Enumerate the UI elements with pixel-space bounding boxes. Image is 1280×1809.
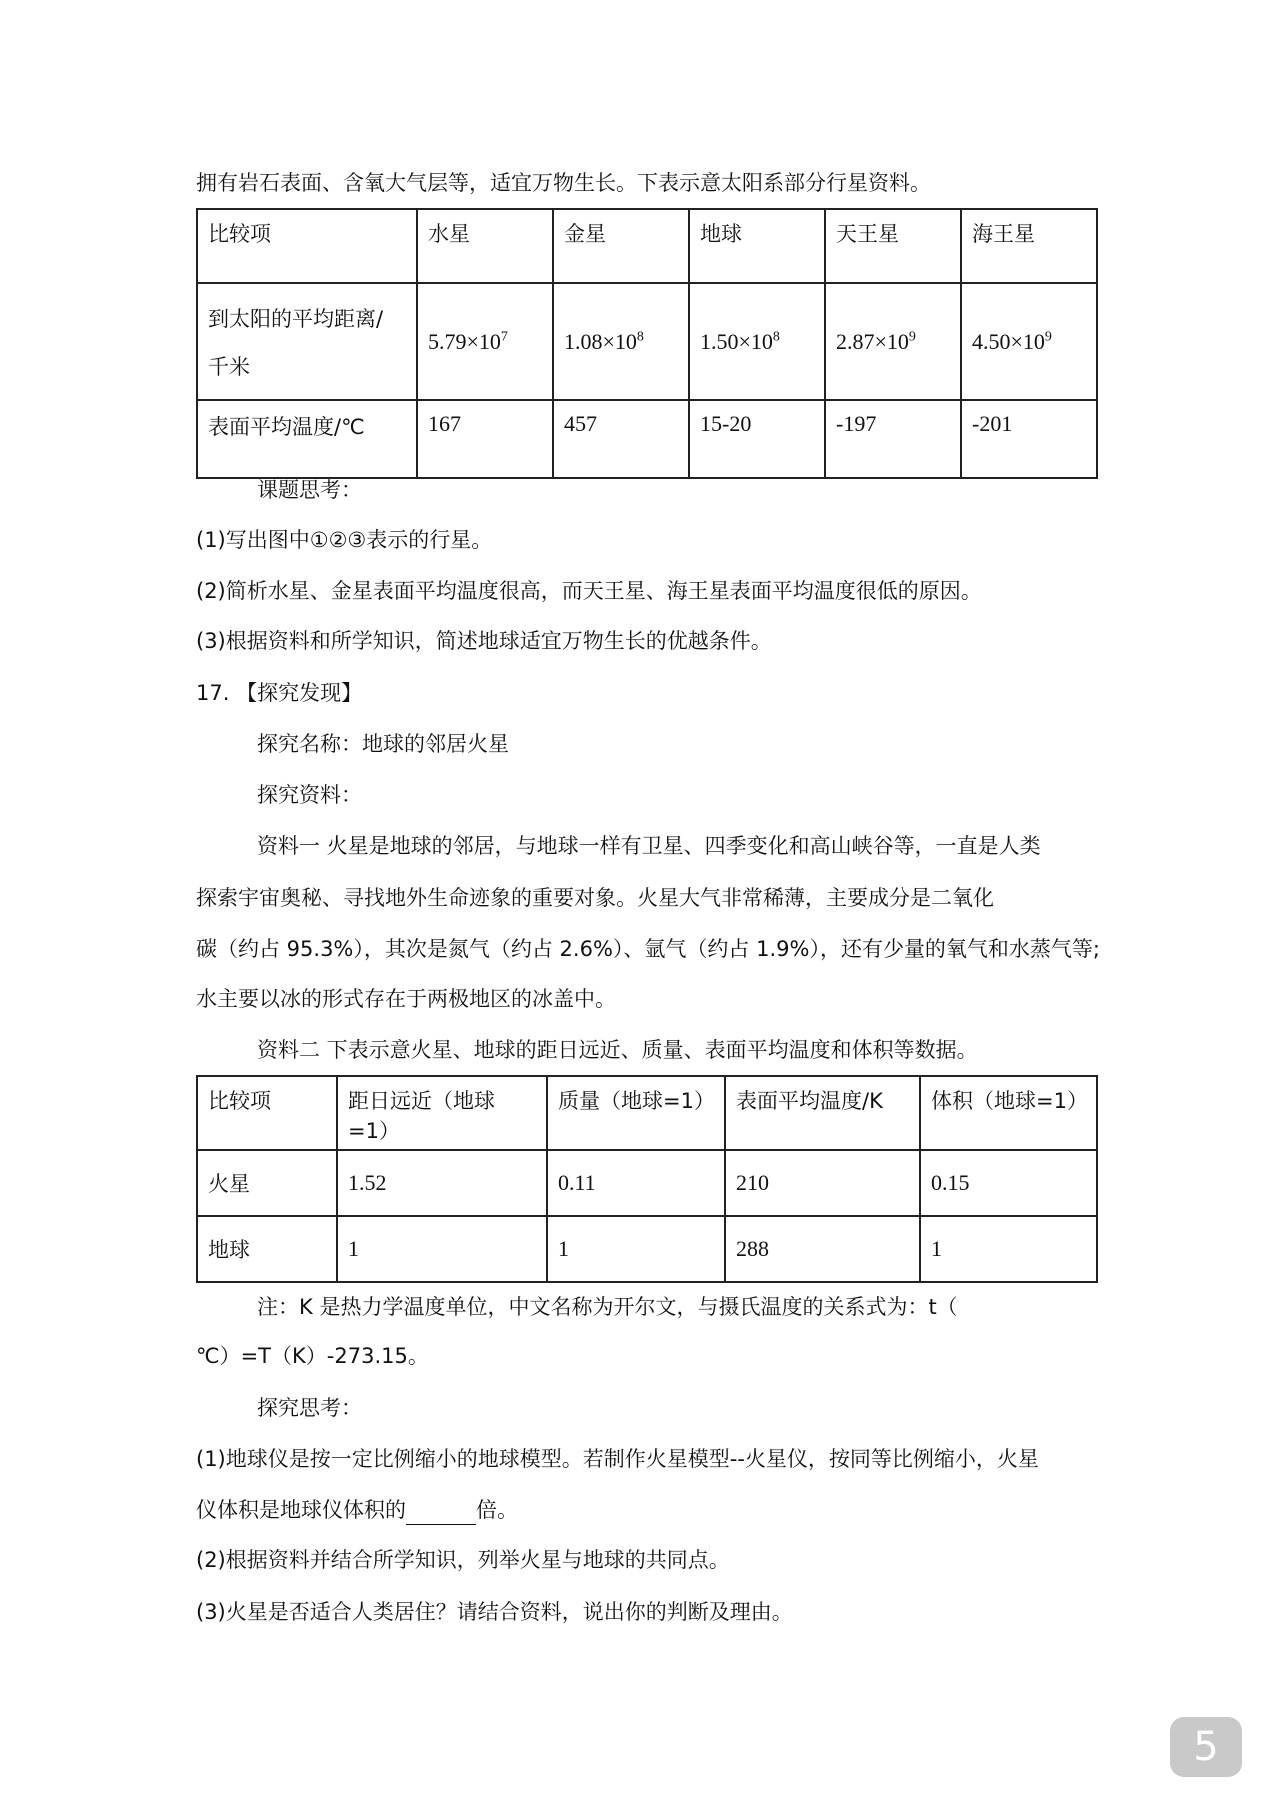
note-line: ℃）=T（K）-273.15。 <box>196 1344 429 1368</box>
table-cell: 1 <box>337 1216 547 1282</box>
table-cell: 457 <box>553 400 689 478</box>
table-cell: 167 <box>417 400 553 478</box>
note-line: 注：K 是热力学温度单位，中文名称为开尔文，与摄氏温度的关系式为：t（ <box>257 1295 958 1319</box>
table-cell <box>825 283 961 400</box>
table-cell <box>961 283 1097 400</box>
question: (1)地球仪是按一定比例缩小的地球模型。若制作火星模型--火星仪，按同等比例缩小，火星 <box>196 1447 1039 1471</box>
table-row <box>197 1150 1097 1216</box>
paragraph-line: 水主要以冰的形式存在于两极地区的冰盖中。 <box>196 987 616 1011</box>
table-cell: -201 <box>961 400 1097 478</box>
table-header-cell: 水星 <box>417 209 553 283</box>
question-heading: 17. 【探究发现】 <box>196 681 363 705</box>
table-cell <box>553 283 689 400</box>
question: (3)根据资料和所学知识，简述地球适宜万物生长的优越条件。 <box>196 629 772 653</box>
section-title: 课题思考： <box>257 478 362 502</box>
answer-blank[interactable] <box>406 1502 476 1525</box>
table-cell: 0.11 <box>547 1150 725 1216</box>
mantissa: 1.50×10 <box>700 328 773 354</box>
question-text: 倍。 <box>476 1498 518 1522</box>
table-row <box>197 400 1097 478</box>
paragraph-line: 资料一 火星是地球的邻居，与地球一样有卫星、四季变化和高山峡谷等，一直是人类 <box>257 834 1041 858</box>
question-text: 仪体积是地球仪体积的 <box>196 1498 406 1522</box>
table-cell: 210 <box>725 1150 920 1216</box>
exponent: 9 <box>1044 329 1052 345</box>
table-cell: 1 <box>920 1216 1097 1282</box>
table-cell: 0.15 <box>920 1150 1097 1216</box>
question: (2)根据资料并结合所学知识，列举火星与地球的共同点。 <box>196 1548 730 1572</box>
planet-table <box>196 208 1098 479</box>
paragraph-line: 碳（约占 95.3%），其次是氮气（约占 2.6%）、氩气（约占 1.9%），还有少量的氧气和水蒸气等; <box>196 937 1101 961</box>
table-header-cell: 距日远近（地球=1） <box>337 1076 547 1150</box>
table-header-cell: 地球 <box>689 209 825 283</box>
table-header-cell: 海王星 <box>961 209 1097 283</box>
table-cell: -197 <box>825 400 961 478</box>
row-label: 火星 <box>197 1150 337 1216</box>
row-label <box>197 283 417 400</box>
question: (3)火星是否适合人类居住？请结合资料，说出你的判断及理由。 <box>196 1600 793 1624</box>
row-label-line: 到太阳的平均距离/ <box>208 306 384 331</box>
table-header-cell: 体积（地球=1） <box>920 1076 1097 1150</box>
table-header-cell: 质量（地球=1） <box>547 1076 725 1150</box>
paragraph-line: 资料二 下表示意火星、地球的距日远近、质量、表面平均温度和体积等数据。 <box>257 1038 978 1062</box>
exponent: 8 <box>772 329 780 345</box>
mars-earth-table <box>196 1075 1098 1283</box>
intro-text: 拥有岩石表面、含氧大气层等，适宜万物生长。下表示意太阳系部分行星资料。 <box>196 171 931 195</box>
question: (1)写出图中①②③表示的行星。 <box>196 528 493 552</box>
question <box>196 1495 518 1525</box>
table-cell: 288 <box>725 1216 920 1282</box>
mantissa: 5.79×10 <box>428 328 501 354</box>
table-cell: 15-20 <box>689 400 825 478</box>
table-header-cell: 比较项 <box>197 1076 337 1150</box>
exponent: 8 <box>636 329 644 345</box>
exponent: 9 <box>908 329 916 345</box>
page-number-badge: 5 <box>1170 1717 1242 1777</box>
paragraph-line: 探索宇宙奥秘、寻找地外生命迹象的重要对象。火星大气非常稀薄，主要成分是二氧化 <box>196 886 994 910</box>
table-cell: 1 <box>547 1216 725 1282</box>
question: (2)简析水星、金星表面平均温度很高，而天王星、海王星表面平均温度很低的原因。 <box>196 579 982 603</box>
table-header-cell: 比较项 <box>197 209 417 283</box>
table-header-cell: 天王星 <box>825 209 961 283</box>
section-title: 探究思考： <box>257 1396 362 1420</box>
table-cell: 1.52 <box>337 1150 547 1216</box>
table-header-cell: 金星 <box>553 209 689 283</box>
row-label: 表面平均温度/℃ <box>197 400 417 478</box>
mantissa: 4.50×10 <box>972 328 1045 354</box>
row-label-line: 千米 <box>208 354 250 379</box>
inquiry-name: 探究名称：地球的邻居火星 <box>257 732 509 756</box>
table-header-row <box>197 209 1097 283</box>
table-row <box>197 1216 1097 1282</box>
mantissa: 2.87×10 <box>836 328 909 354</box>
table-row <box>197 283 1097 400</box>
row-label: 地球 <box>197 1216 337 1282</box>
mantissa: 1.08×10 <box>564 328 637 354</box>
table-cell <box>689 283 825 400</box>
section-title: 探究资料： <box>257 783 362 807</box>
table-header-row <box>197 1076 1097 1150</box>
table-cell <box>417 283 553 400</box>
table-header-cell: 表面平均温度/K <box>725 1076 920 1150</box>
exponent: 7 <box>500 329 508 345</box>
